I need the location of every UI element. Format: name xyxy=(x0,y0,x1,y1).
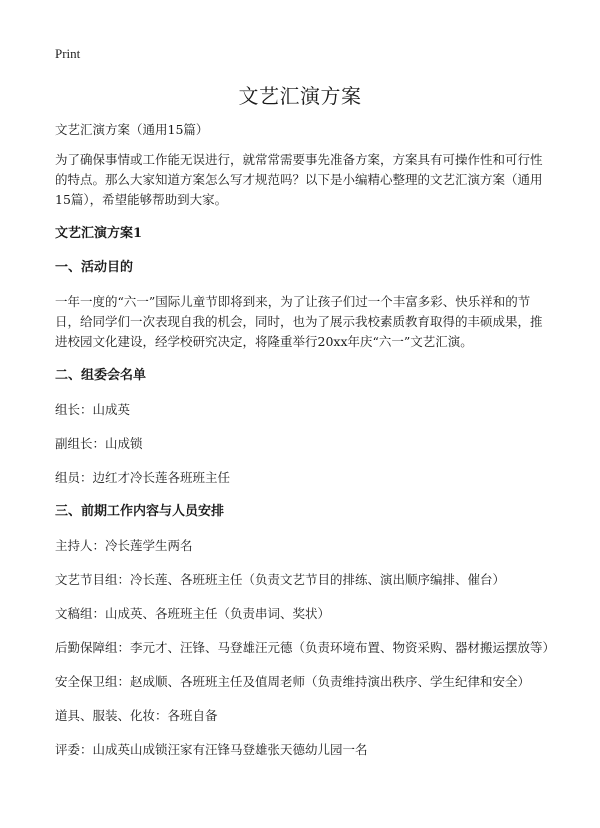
committee-vice-leader: 副组长：山成锁 xyxy=(55,436,143,451)
arrangement-props: 道具、服装、化妆：各班自备 xyxy=(55,708,218,723)
committee-members: 组员：边红才冷长莲各班班主任 xyxy=(55,470,231,485)
committee-leader: 组长：山成英 xyxy=(55,402,131,417)
article-subtitle: 文艺汇演方案（通用15篇） xyxy=(55,122,209,137)
arrangement-host: 主持人：冷长莲学生两名 xyxy=(55,538,193,553)
section-title: 文艺汇演方案1 xyxy=(55,226,143,241)
arrangement-judges: 评委：山成英山成锁汪家有汪锋马登雄张天德幼儿园一名 xyxy=(55,742,368,757)
print-link[interactable]: Print xyxy=(55,46,81,61)
arrangement-logistics: 后勤保障组：李元才、汪锋、马登雄汪元德（负责环境布置、物资采购、器材搬运摆放等） xyxy=(55,640,556,655)
arrangement-writing: 文稿组：山成英、各班班主任（负责串词、奖状） xyxy=(55,606,331,621)
heading-committee: 二、组委会名单 xyxy=(55,368,147,383)
heading-purpose: 一、活动目的 xyxy=(55,260,134,275)
arrangement-program: 文艺节目组：冷长莲、各班班主任（负责文艺节目的排练、演出顺序编排、催台） xyxy=(55,572,506,587)
article-body xyxy=(55,120,556,774)
purpose-paragraph: 一年一度的“六一”国际儿童节即将到来，为了让孩子们过一个丰富多彩、快乐祥和的节日，给同学们一次表现自我的机会，同时，也为了展示我校素质教育取得的丰硕成果，推进校园文化建设，经学校研究决定，将隆重举行20xx年庆“六一”文艺汇演。 xyxy=(55,294,543,349)
intro-paragraph: 为了确保事情或工作能无误进行，就常常需要事先准备方案，方案具有可操作性和可行性的特点。那么大家知道方案怎么写才规范吗？以下是小编精心整理的文艺汇演方案（通用15篇），希望能够帮助到大家。 xyxy=(55,152,543,207)
page-title: 文艺汇演方案 xyxy=(238,84,362,108)
arrangement-security: 安全保卫组：赵成顺、各班班主任及值周老师（负责维持演出秩序、学生纪律和安全） xyxy=(55,674,531,689)
heading-arrangement: 三、前期工作内容与人员安排 xyxy=(55,504,225,519)
